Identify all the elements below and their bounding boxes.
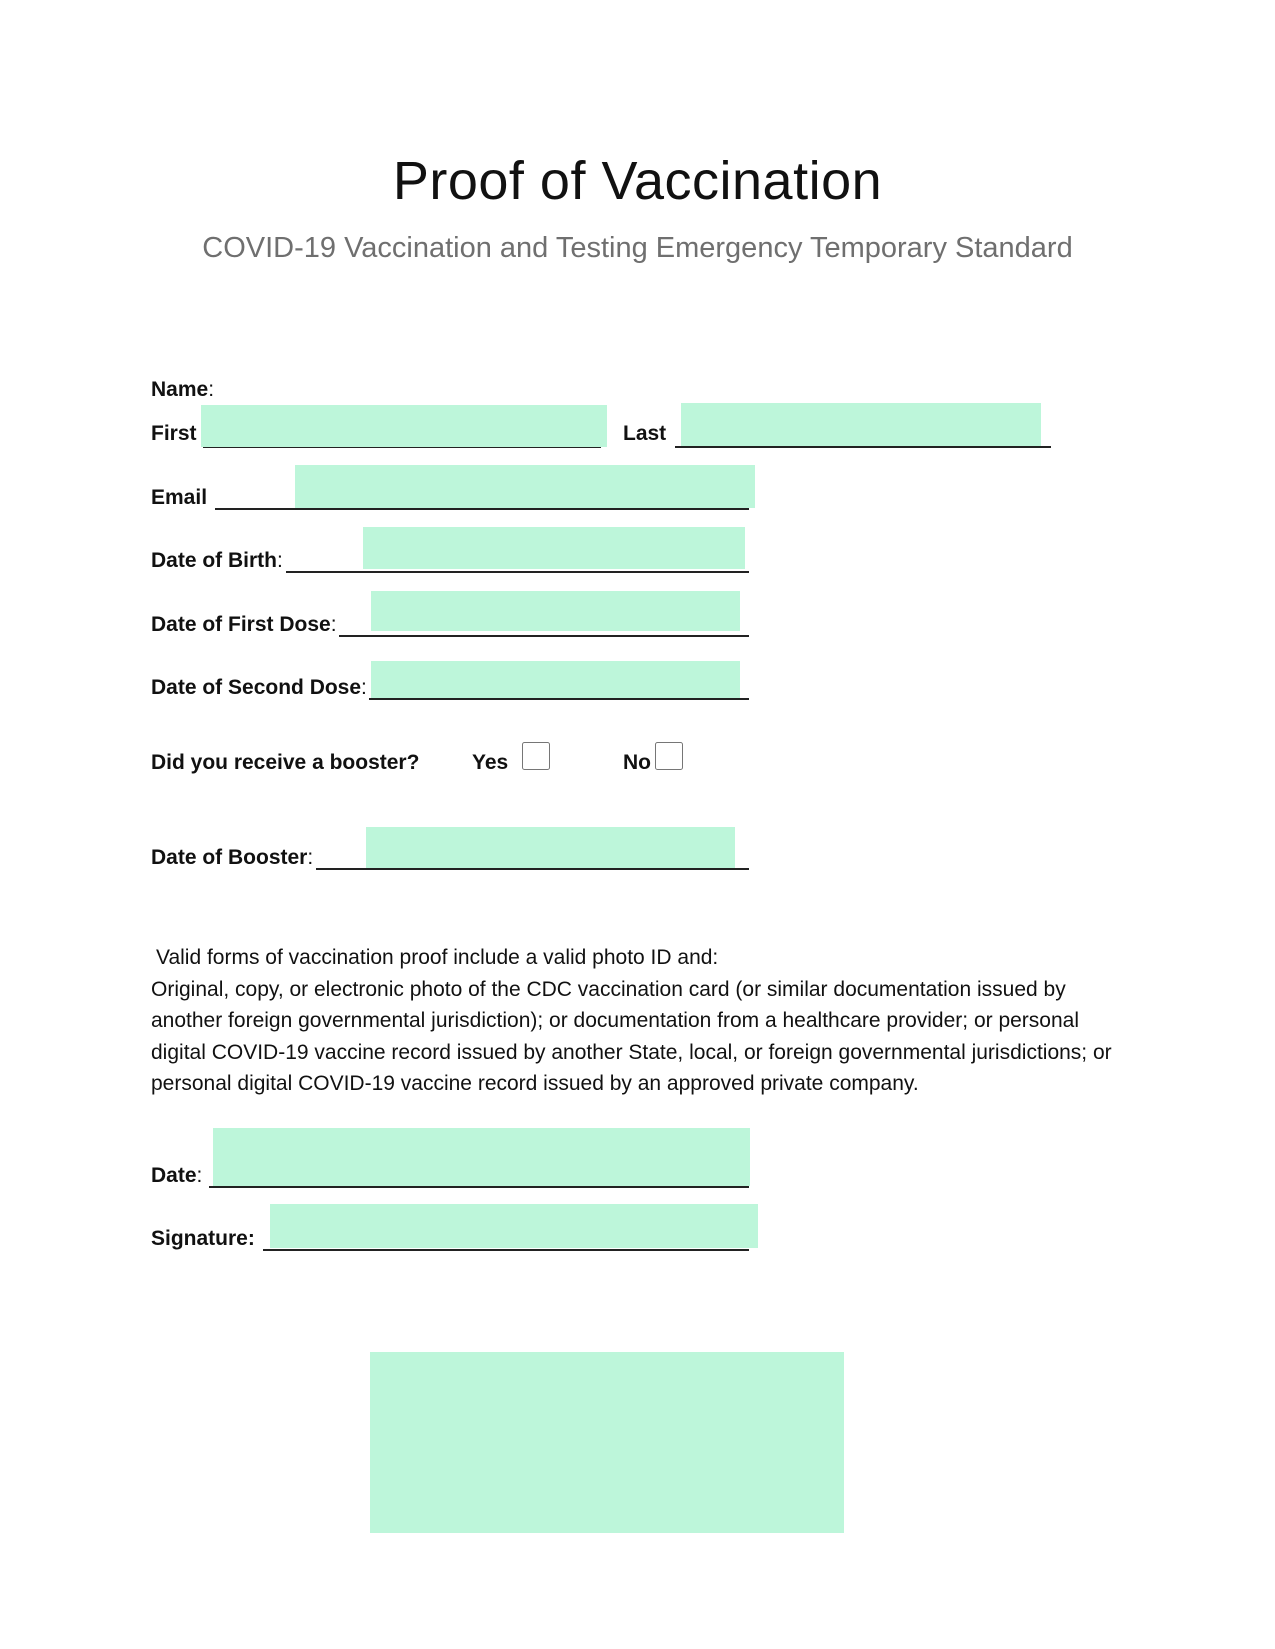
dob-field[interactable] xyxy=(363,527,745,569)
first-dose-label: Date of First Dose: xyxy=(151,613,337,636)
proof-info-intro: Valid forms of vaccination proof include a valid photo ID and: xyxy=(156,946,719,969)
dob-underline xyxy=(286,571,749,573)
date-label: Date: xyxy=(151,1164,203,1187)
email-field[interactable] xyxy=(295,465,755,508)
last-name-label: Last xyxy=(623,422,667,445)
date-field[interactable] xyxy=(213,1128,750,1186)
booster-date-field[interactable] xyxy=(366,827,735,868)
email-label: Email xyxy=(151,486,208,509)
first-name-label: First xyxy=(151,422,197,445)
last-name-underline xyxy=(675,446,1051,448)
booster-date-label: Date of Booster: xyxy=(151,846,314,869)
booster-no-label: No xyxy=(623,751,651,774)
booster-yes-label: Yes xyxy=(472,751,509,774)
first-dose-field[interactable] xyxy=(371,591,740,631)
photo-upload-area[interactable] xyxy=(370,1352,844,1533)
page-title: Proof of Vaccination xyxy=(392,151,883,211)
dob-label: Date of Birth: xyxy=(151,549,283,572)
signature-label: Signature: xyxy=(151,1227,255,1250)
booster-yes-checkbox[interactable] xyxy=(522,742,550,770)
booster-date-underline xyxy=(316,868,749,870)
booster-question: Did you receive a booster? xyxy=(151,751,420,774)
signature-underline xyxy=(263,1249,749,1251)
second-dose-underline xyxy=(369,698,749,700)
last-name-field[interactable] xyxy=(681,403,1041,446)
proof-info xyxy=(151,942,1131,1100)
proof-info-body: Original, copy, or electronic photo of the CDC vaccination card (or similar documentation issued by another foreign governmental jurisdiction); or documentation from a healthcare provider; or personal digital COVID-19 vaccine record issued by another State, local, or foreign governmental jurisdictions; or personal digital COVID-19 vaccine record issued by an approved private company. xyxy=(151,977,1112,1095)
date-underline xyxy=(209,1186,749,1188)
first-name-field[interactable] xyxy=(201,405,607,447)
second-dose-field[interactable] xyxy=(371,661,740,698)
second-dose-label: Date of Second Dose: xyxy=(151,676,367,699)
first-dose-underline xyxy=(339,635,749,637)
email-underline xyxy=(215,508,749,510)
name-label: Name: xyxy=(151,378,215,401)
booster-no-checkbox[interactable] xyxy=(655,742,683,770)
page-subtitle: COVID-19 Vaccination and Testing Emergency Temporary Standard xyxy=(202,232,1073,264)
signature-field[interactable] xyxy=(270,1204,758,1248)
